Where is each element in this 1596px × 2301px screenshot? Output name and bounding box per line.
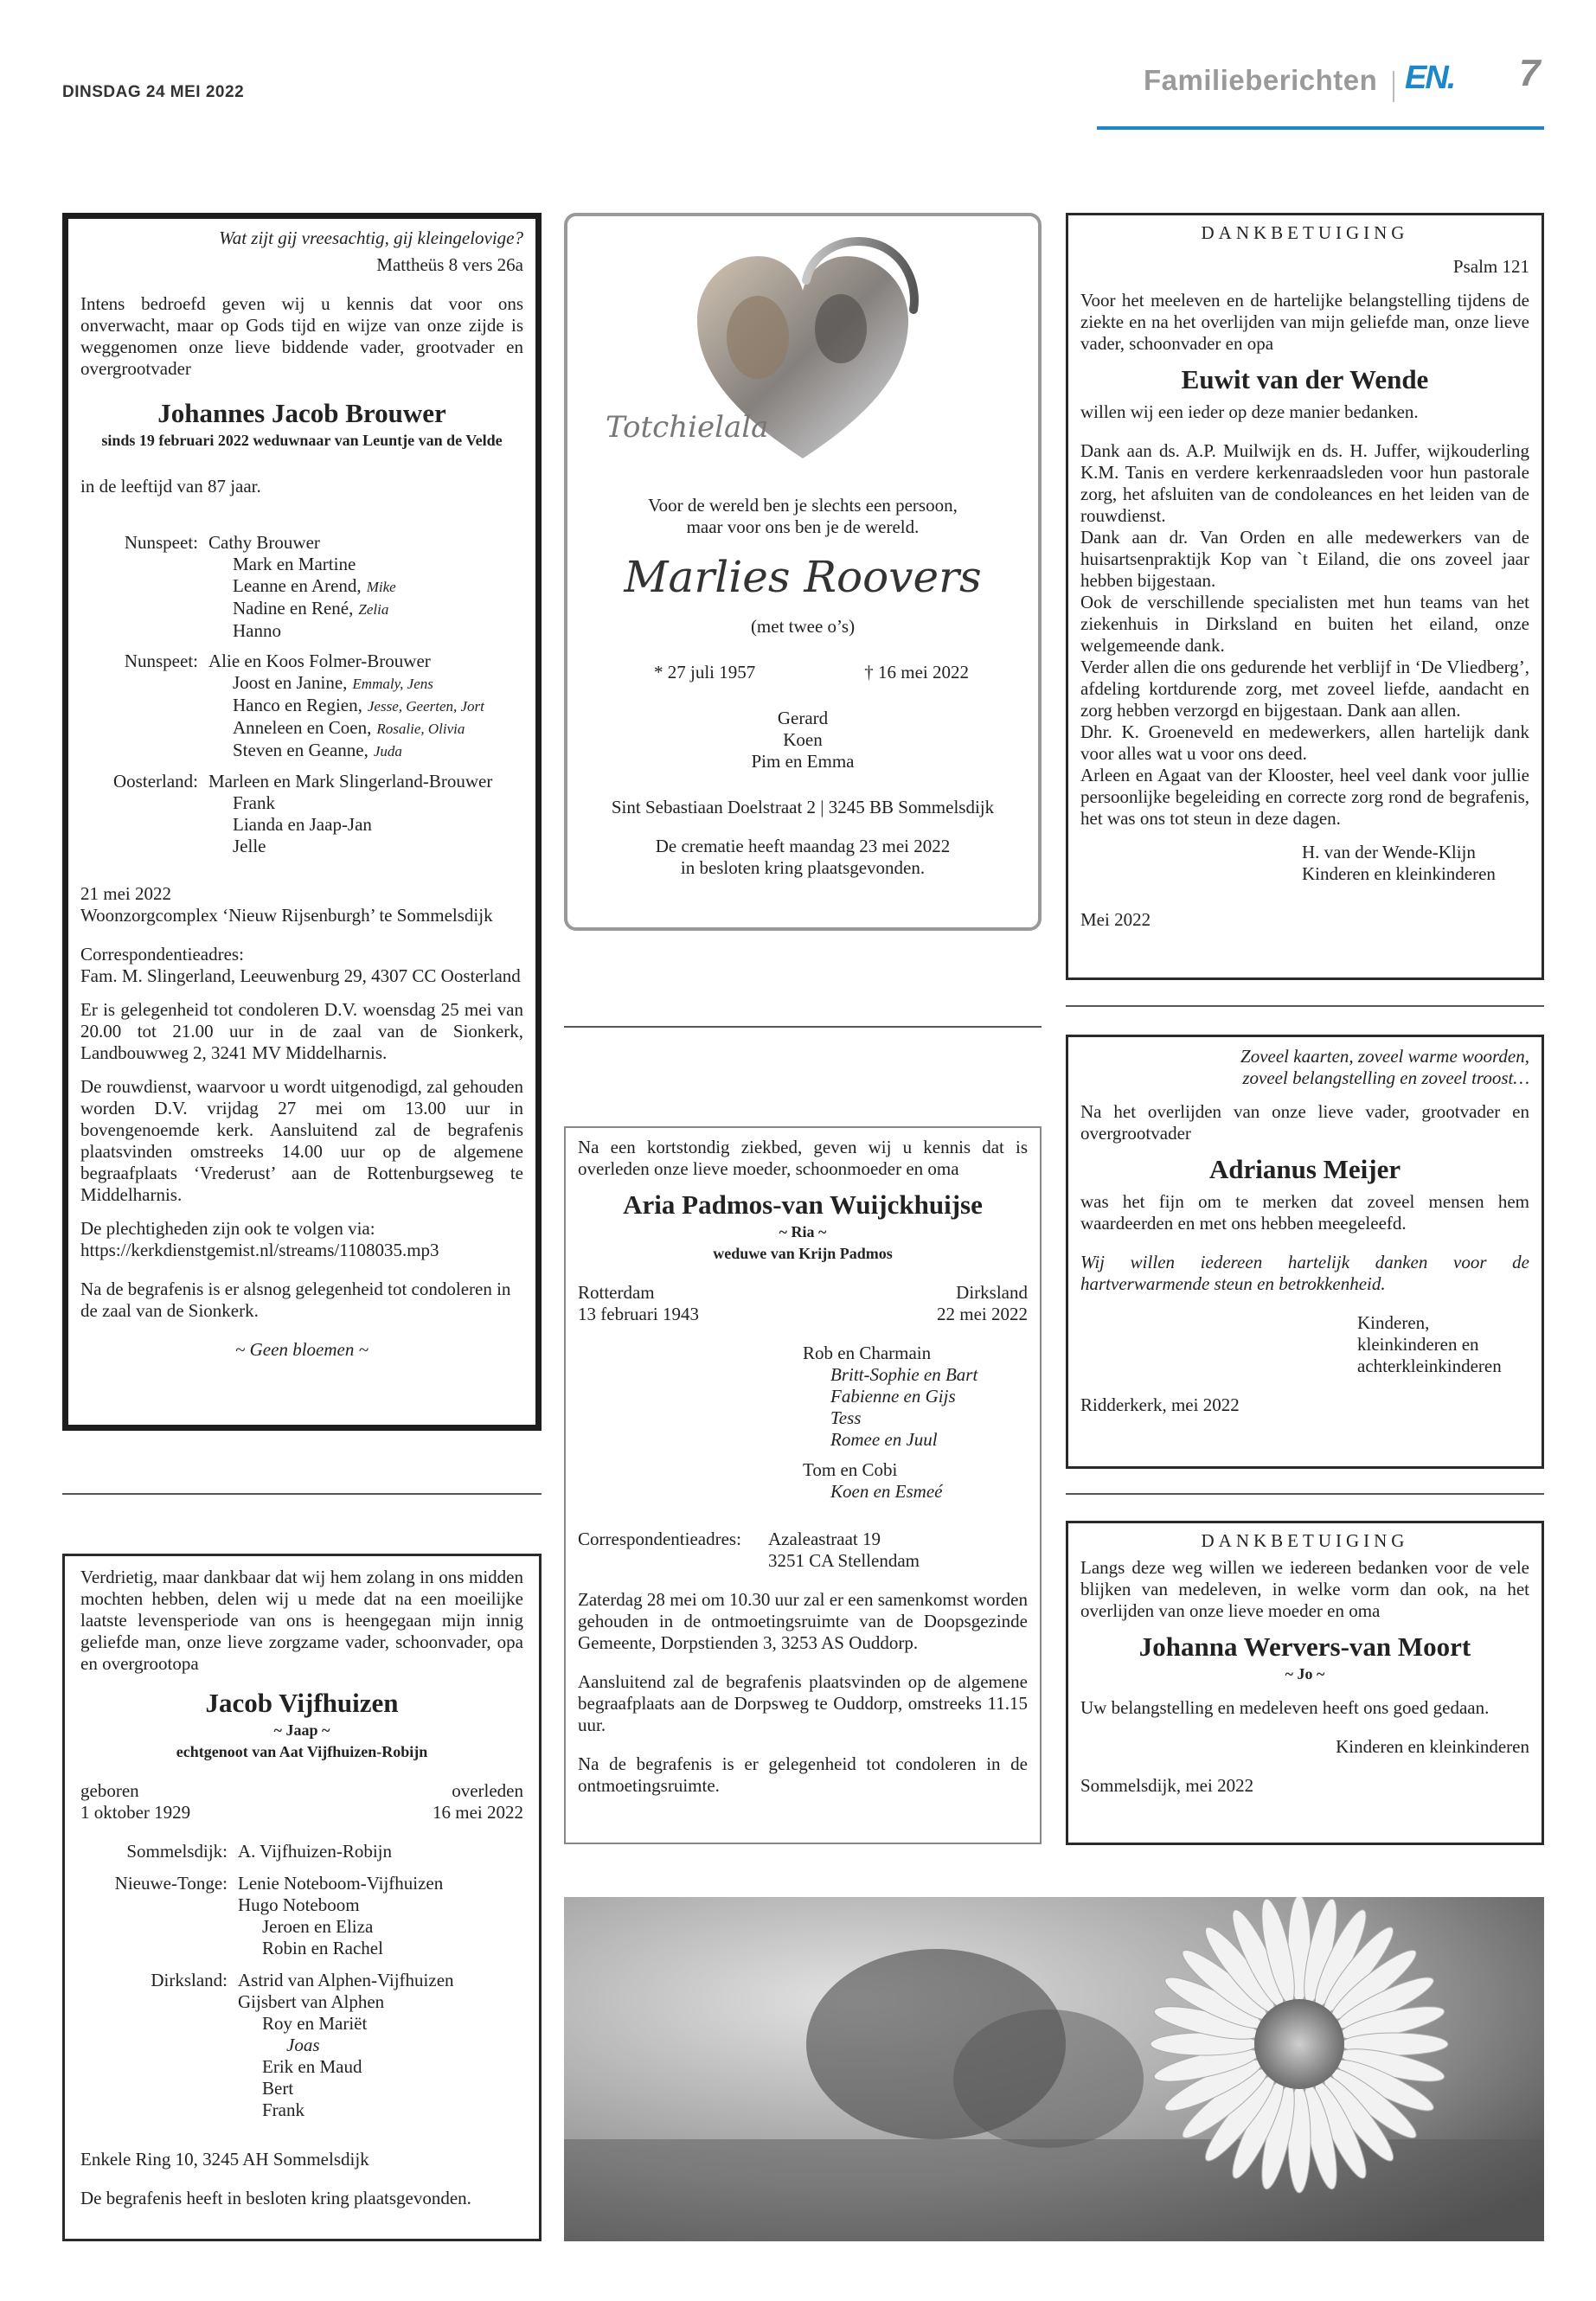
died-place: Dirksland xyxy=(956,1282,1028,1303)
died-date: 16 mei 2022 xyxy=(433,1802,523,1823)
family-group xyxy=(80,771,523,857)
name-note: (met twee o’s) xyxy=(750,616,856,637)
quote-line-2: maar voor ons ben je de wereld. xyxy=(686,516,920,537)
signed-line: kleinkinderen en xyxy=(1357,1334,1479,1355)
member-name: Nadine en René, xyxy=(233,598,354,619)
family-place xyxy=(80,2078,238,2099)
family-member xyxy=(208,651,431,672)
family-place xyxy=(80,836,208,857)
family-row xyxy=(80,771,523,792)
member-name: Anneleen en Coen, xyxy=(233,717,372,738)
intro-text: Na het overlijden van onze lieve vader, grootvader en overgrootvader xyxy=(1080,1101,1529,1144)
family-member xyxy=(208,695,484,717)
intro-text: Langs deze weg willen we iedereen bedanken voor de vele blijken van medeleven, in welke vorm dan ook, na het overlijden van onze lieve moeder en oma xyxy=(1080,1557,1529,1621)
family-member xyxy=(208,575,396,598)
quote: Wat zijt gij vreesachtig, gij kleingelovige? xyxy=(219,228,523,248)
family-place xyxy=(80,717,208,740)
member-name: Hanco en Regien, xyxy=(233,695,362,715)
family-group xyxy=(80,1873,523,1959)
deceased-name: Aria Padmos-van Wuijckhuijse xyxy=(623,1189,983,1220)
notice-meijer xyxy=(1066,1035,1544,1469)
nickname: ~ Ria ~ xyxy=(779,1223,827,1240)
family-row xyxy=(80,695,523,717)
thanks-paragraph: Arleen en Agaat van der Klooster, heel veel dank voor jullie persoonlijke begeleiding en correcte zorg rond de begrafenis, het was ons tot steun in deze dagen. xyxy=(1080,765,1529,829)
signed-by: H. van der Wende-Klijn xyxy=(1302,842,1476,862)
family-group xyxy=(80,651,523,762)
family-place xyxy=(80,2035,238,2056)
family-member: Hugo Noteboom xyxy=(238,1894,360,1915)
notice-wende xyxy=(1066,213,1544,980)
family-member: Bert xyxy=(262,2078,294,2099)
dates-row xyxy=(80,1780,523,1823)
family-row xyxy=(80,1841,523,1862)
member-name: Alie en Koos Folmer-Brouwer xyxy=(208,651,431,671)
quote-line-2: zoveel belangstelling en zoveel troost… xyxy=(1242,1067,1529,1088)
family-row xyxy=(80,1970,523,1991)
died-date: † 16 mei 2022 xyxy=(864,662,969,683)
signed-line: achterkleinkinderen xyxy=(1357,1356,1502,1376)
family-member: Tom en Cobi xyxy=(803,1459,898,1480)
cremation-line-1: De crematie heeft maandag 23 mei 2022 xyxy=(655,836,951,856)
grandchildren: Zelia xyxy=(358,601,389,618)
family-row xyxy=(80,1916,523,1938)
nickname: ~ Jo ~ xyxy=(1285,1665,1325,1682)
stream-intro: De plechtigheden zijn ook te volgen via: xyxy=(80,1218,375,1239)
signature-block xyxy=(1080,1312,1529,1377)
widower-line: sinds 19 februari 2022 weduwnaar van Leuntje van de Velde xyxy=(101,432,503,449)
column-divider xyxy=(1066,1005,1544,1007)
deceased-name: Johanna Wervers-van Moort xyxy=(1138,1631,1471,1662)
family-place xyxy=(80,554,208,575)
family-place xyxy=(80,740,208,762)
family-place xyxy=(80,814,208,836)
family-list xyxy=(80,532,523,857)
family-place xyxy=(80,575,208,598)
age-line: in de leeftijd van 87 jaar. xyxy=(80,476,261,497)
section-title: Familieberichten xyxy=(1144,64,1378,96)
family-place xyxy=(80,620,208,642)
family-row xyxy=(80,2099,523,2121)
family-member: Koen xyxy=(783,729,823,750)
family-member: Astrid van Alphen-Vijfhuizen xyxy=(238,1970,454,1990)
family-member: Gerard xyxy=(777,708,829,728)
page-number: 7 xyxy=(1519,52,1541,94)
correspondence-address: Fam. M. Slingerland, Leeuwenburg 29, 4307 CC Oosterland xyxy=(80,965,521,986)
family-member xyxy=(208,620,281,642)
family-member xyxy=(208,717,465,740)
grandchildren: Emmaly, Jens xyxy=(352,676,433,692)
family-place xyxy=(80,1916,238,1938)
family-row xyxy=(80,554,523,575)
notice-heading: DANKBETUIGING xyxy=(1201,222,1409,243)
family-list xyxy=(80,1841,523,2121)
correspondence-row xyxy=(578,1529,1028,1572)
header-accent-rule xyxy=(1097,126,1544,130)
family-place: Dirksland: xyxy=(151,1970,228,1990)
cremation-line-2: in besloten kring plaatsgevonden. xyxy=(680,857,926,878)
correspondence-city: 3251 CA Stellendam xyxy=(768,1550,920,1571)
address-line: Enkele Ring 10, 3245 AH Sommelsdijk xyxy=(80,2149,369,2170)
member-name: Lianda en Jaap-Jan xyxy=(233,814,372,835)
date-line: Ridderkerk, mei 2022 xyxy=(1080,1394,1240,1415)
notice-brouwer xyxy=(62,213,542,1431)
spouse-line: echtgenoot van Aat Vijfhuizen-Robijn xyxy=(176,1743,428,1760)
deceased-name: Jacob Vijfhuizen xyxy=(205,1688,399,1718)
burial-text: De begrafenis heeft in besloten kring plaatsgevonden. xyxy=(80,2188,471,2208)
deceased-name: Marlies Roovers xyxy=(624,552,982,602)
family-group xyxy=(80,532,523,642)
nickname: ~ Jaap ~ xyxy=(273,1721,330,1739)
family-member xyxy=(208,672,433,695)
family-row xyxy=(80,740,523,762)
correspondence-label: Correspondentieadres: xyxy=(578,1529,741,1549)
thanks-paragraph: Dhr. K. Groeneveld en medewerkers, allen hartelijk dank voor alles wat u voor ons deed. xyxy=(1080,721,1529,764)
burial-text: Aansluitend zal de begrafenis plaatsvinden op de algemene begraafplaats aan de Dorpsweg te Ouddorp, omstreeks 11.15 uur. xyxy=(578,1671,1028,1735)
member-name: Joost en Janine, xyxy=(233,672,348,693)
born-place: Rotterdam xyxy=(578,1282,655,1303)
family-row xyxy=(80,2078,523,2099)
member-name: Leanne en Arend, xyxy=(233,575,362,596)
notice-wervers xyxy=(1066,1521,1544,1845)
thanks-text: Wij willen iedereen hartelijk danken voor de hartverwarmende steun en betrokkenheid. xyxy=(1080,1252,1529,1294)
family-member: Rob en Charmain xyxy=(803,1343,932,1363)
family-row xyxy=(80,532,523,554)
died-date: 22 mei 2022 xyxy=(937,1304,1028,1324)
dates-row xyxy=(578,1282,1028,1325)
daisy-photo xyxy=(564,1897,1544,2241)
family-row xyxy=(80,651,523,672)
address-line: Sint Sebastiaan Doelstraat 2 | 3245 BB Sommelsdijk xyxy=(611,797,995,817)
service-text: De rouwdienst, waarvoor u wordt uitgenodigd, zal gehouden worden D.V. vrijdag 27 mei om 13.00 uur in bovengenoemde kerk. Aansluitend zal de begrafenis plaatsvinden omstreeks 14.00 uur op de algemene begraafplaats ‘Vrederust’ aan de Rottenburgseweg te Middelharnis. xyxy=(80,1076,523,1205)
family-member: Gijsbert van Alphen xyxy=(238,1991,385,2012)
column-divider xyxy=(564,1026,1042,1028)
grandchild: Koen en Esmeé xyxy=(830,1481,943,1502)
family-place xyxy=(80,695,208,717)
family-place xyxy=(80,1894,238,1916)
correspondence-street: Azaleastraat 19 xyxy=(768,1529,881,1549)
grandchild: Fabienne en Gijs xyxy=(830,1386,956,1407)
family-place xyxy=(80,2099,238,2121)
family-member xyxy=(208,792,275,814)
family-group xyxy=(80,1841,523,1862)
family-row xyxy=(80,1873,523,1894)
deceased-name: Adrianus Meijer xyxy=(1208,1154,1401,1184)
family-row xyxy=(80,2013,523,2035)
member-name: Mark en Martine xyxy=(233,554,356,574)
family-row xyxy=(80,575,523,598)
place-line: Woonzorgcomplex ‘Nieuw Rijsenburgh’ te Sommelsdijk xyxy=(80,905,493,926)
family-row xyxy=(80,717,523,740)
family-row xyxy=(80,672,523,695)
page-date: DINSDAG 24 MEI 2022 xyxy=(62,83,245,101)
signature-block xyxy=(1080,842,1529,885)
member-name: Cathy Brouwer xyxy=(208,532,320,553)
roovers-text xyxy=(567,495,1038,879)
thanks-paragraph: Dank aan dr. Van Orden en alle medewerkers van de huisartsenpraktijk Kop van `t Eiland, die ons zoveel jaar hebben bijgestaan. xyxy=(1080,527,1529,591)
grandchild: Tess xyxy=(830,1407,862,1428)
no-flowers: ~ Geen bloemen ~ xyxy=(235,1339,369,1360)
thanks-paragraphs xyxy=(1080,440,1529,830)
quote-line-1: Voor de wereld ben je slechts een persoon, xyxy=(648,495,958,516)
family-row xyxy=(80,1991,523,2013)
born-label: geboren xyxy=(80,1780,139,1801)
member-name: Hanno xyxy=(233,620,281,641)
family-member: A. Vijfhuizen-Robijn xyxy=(238,1841,392,1862)
grandchild: Romee en Juul xyxy=(830,1429,938,1450)
family-place: Nunspeet: xyxy=(124,532,198,553)
intro-text: Na een kortstondig ziekbed, geven wij u kennis dat is overleden onze lieve moeder, schoonmoeder en oma xyxy=(578,1137,1028,1179)
stream-link[interactable]: https://kerkdienstgemist.nl/streams/1108035.mp3 xyxy=(80,1240,439,1260)
family-member xyxy=(208,814,372,836)
family-place: Nieuwe-Tonge: xyxy=(114,1873,228,1894)
notice-vijfhuizen xyxy=(62,1554,542,2241)
family-place xyxy=(80,1991,238,2013)
family-member xyxy=(208,836,266,857)
family-row xyxy=(80,1894,523,1916)
family-member: Robin en Rachel xyxy=(262,1938,383,1958)
family-row xyxy=(80,598,523,620)
intro-text: Verdrietig, maar dankbaar dat wij hem zolang in ons midden mochten hebben, delen wij u mede dat na een moeilijke laatste levensperiode van ons is heengegaan mijn innig geliefde man, onze lieve zorgzame vader, schoonvader, opa en overgrootopa xyxy=(80,1567,523,1674)
header-separator xyxy=(1393,71,1394,102)
family-member: Frank xyxy=(262,2099,304,2120)
family-row xyxy=(80,2056,523,2078)
date-line: Mei 2022 xyxy=(1080,909,1151,930)
signed-by: Kinderen en kleinkinderen xyxy=(1336,1736,1529,1757)
dates-row xyxy=(567,662,1038,683)
family-group xyxy=(803,1459,1028,1503)
family-row xyxy=(80,2035,523,2056)
thanks-paragraph: Ook de verschillende specialisten met hun teams van het ziekenhuis in Dirksland en buiten het eiland, onze welgemeende dank. xyxy=(1080,592,1529,656)
family-member xyxy=(208,532,320,554)
family-row xyxy=(80,1938,523,1959)
born-date: 1 oktober 1929 xyxy=(80,1802,191,1823)
family-list xyxy=(578,1343,1028,1503)
body-text: was het fijn om te merken dat zoveel mensen hem waardeerden en met ons hebben meegeleefd. xyxy=(1080,1191,1529,1234)
thanks-paragraph: Dank aan ds. A.P. Muilwijk en ds. H. Juffer, wijkouderling K.M. Tanis en verdere kerkenraadsleden voor hun pastorale zorg, het afsluiten van de condoleances en het leiden van de rouwdienst. xyxy=(1080,440,1529,526)
family-place xyxy=(80,1938,238,1959)
signed-family: Kinderen en kleinkinderen xyxy=(1302,863,1496,884)
psalm: Psalm 121 xyxy=(1452,256,1529,277)
signed-line: Kinderen, xyxy=(1357,1312,1430,1333)
notice-padmos xyxy=(564,1126,1042,1844)
died-label: overleden xyxy=(452,1780,523,1801)
thanks-paragraph: Verder allen die ons gedurende het verblijf in ‘De Vliedberg’, afdeling kortdurende zorg, met zoveel liefde, aandacht en zorg hebben verzorgd en bijgestaan. Dank aan allen. xyxy=(1080,657,1529,721)
thanks-intro: willen wij een ieder op deze manier bedanken. xyxy=(1080,401,1419,422)
family-member: Pim en Emma xyxy=(751,751,855,772)
column-divider xyxy=(1066,1493,1544,1495)
family-place xyxy=(80,672,208,695)
deceased-name: Euwit van der Wende xyxy=(1181,364,1429,394)
deceased-name: Johannes Jacob Brouwer xyxy=(157,398,446,428)
member-name: Frank xyxy=(233,792,275,813)
family-row xyxy=(80,814,523,836)
born-date: 13 februari 1943 xyxy=(578,1304,699,1324)
member-name: Steven en Geanne, xyxy=(233,740,369,760)
family-member: Jeroen en Eliza xyxy=(262,1916,374,1937)
grandchildren: Mike xyxy=(366,579,396,595)
family-place: Nunspeet: xyxy=(124,651,198,671)
grandchildren: Jesse, Geerten, Jort xyxy=(367,698,484,715)
family-member: Lenie Noteboom-Vijfhuizen xyxy=(238,1873,444,1894)
family-member xyxy=(208,554,356,575)
after-burial-text: Na de begrafenis is er alsnog gelegenheid tot condoleren in de zaal van de Sionkerk. xyxy=(80,1279,511,1321)
family-place xyxy=(80,2013,238,2035)
family-group xyxy=(803,1343,1028,1451)
after-burial-text: Na de begrafenis is er gelegenheid tot condoleren in de ontmoetingsruimte. xyxy=(578,1753,1028,1796)
family-row xyxy=(80,836,523,857)
correspondence-label: Correspondentieadres: xyxy=(80,944,244,965)
quote-line-1: Zoveel kaarten, zoveel warme woorden, xyxy=(1240,1046,1529,1067)
family-place xyxy=(80,598,208,620)
notice-roovers xyxy=(564,213,1042,931)
date-line: 21 mei 2022 xyxy=(80,883,171,904)
family-group xyxy=(80,1970,523,2121)
family-place: Sommelsdijk: xyxy=(126,1841,228,1862)
gathering-text: Zaterdag 28 mei om 10.30 uur zal er een samenkomst worden gehouden in de ontmoetingsruimte van de Doopsgezinde Gemeente, Dorpstienden 3, 3253 AS Ouddorp. xyxy=(578,1589,1028,1653)
grandchildren: Rosalie, Olivia xyxy=(376,721,465,737)
widow-line: weduwe van Krijn Padmos xyxy=(713,1245,893,1262)
family-row xyxy=(80,792,523,814)
condolence-text: Er is gelegenheid tot condoleren D.V. woensdag 25 mei van 20.00 tot 21.00 uur in de zaal van de Sionkerk, Landbouwweg 2, 3241 MV Middelharnis. xyxy=(80,999,523,1063)
family-member xyxy=(208,771,492,792)
family-place xyxy=(80,2056,238,2078)
family-member: Roy en Mariët xyxy=(262,2013,368,2034)
newspaper-logo: EN. xyxy=(1405,60,1455,96)
intro-text: Intens bedroefd geven wij u kennis dat voor ons onverwacht, maar op Gods tijd en wijze van onze zijde is weggenomen onze lieve biddende vader, grootvader en overgrootvader xyxy=(80,293,523,379)
family-place xyxy=(80,792,208,814)
signature: Totchielala xyxy=(606,410,769,445)
member-name: Jelle xyxy=(233,836,266,856)
intro-text: Voor het meeleven en de hartelijke belangstelling tijdens de ziekte en na het overlijden van mijn geliefde man, onze lieve vader, schoonvader en opa xyxy=(1080,290,1529,354)
family-member xyxy=(208,740,402,762)
date-line: Sommelsdijk, mei 2022 xyxy=(1080,1775,1254,1796)
grandchild: Britt-Sophie en Bart xyxy=(830,1364,978,1385)
body-text: Uw belangstelling en medeleven heeft ons goed gedaan. xyxy=(1080,1697,1490,1718)
quote-reference: Mattheüs 8 vers 26a xyxy=(376,254,523,275)
grandchildren: Juda xyxy=(373,743,402,760)
family-member: Joas xyxy=(286,2035,320,2055)
family-place: Oosterland: xyxy=(113,771,198,792)
family-row xyxy=(80,620,523,642)
born-date: * 27 juli 1957 xyxy=(654,662,756,683)
family-member: Erik en Maud xyxy=(262,2056,362,2077)
family-member xyxy=(208,598,388,620)
member-name: Marleen en Mark Slingerland-Brouwer xyxy=(208,771,493,792)
column-divider xyxy=(62,1493,542,1495)
notice-heading: DANKBETUIGING xyxy=(1201,1530,1409,1551)
